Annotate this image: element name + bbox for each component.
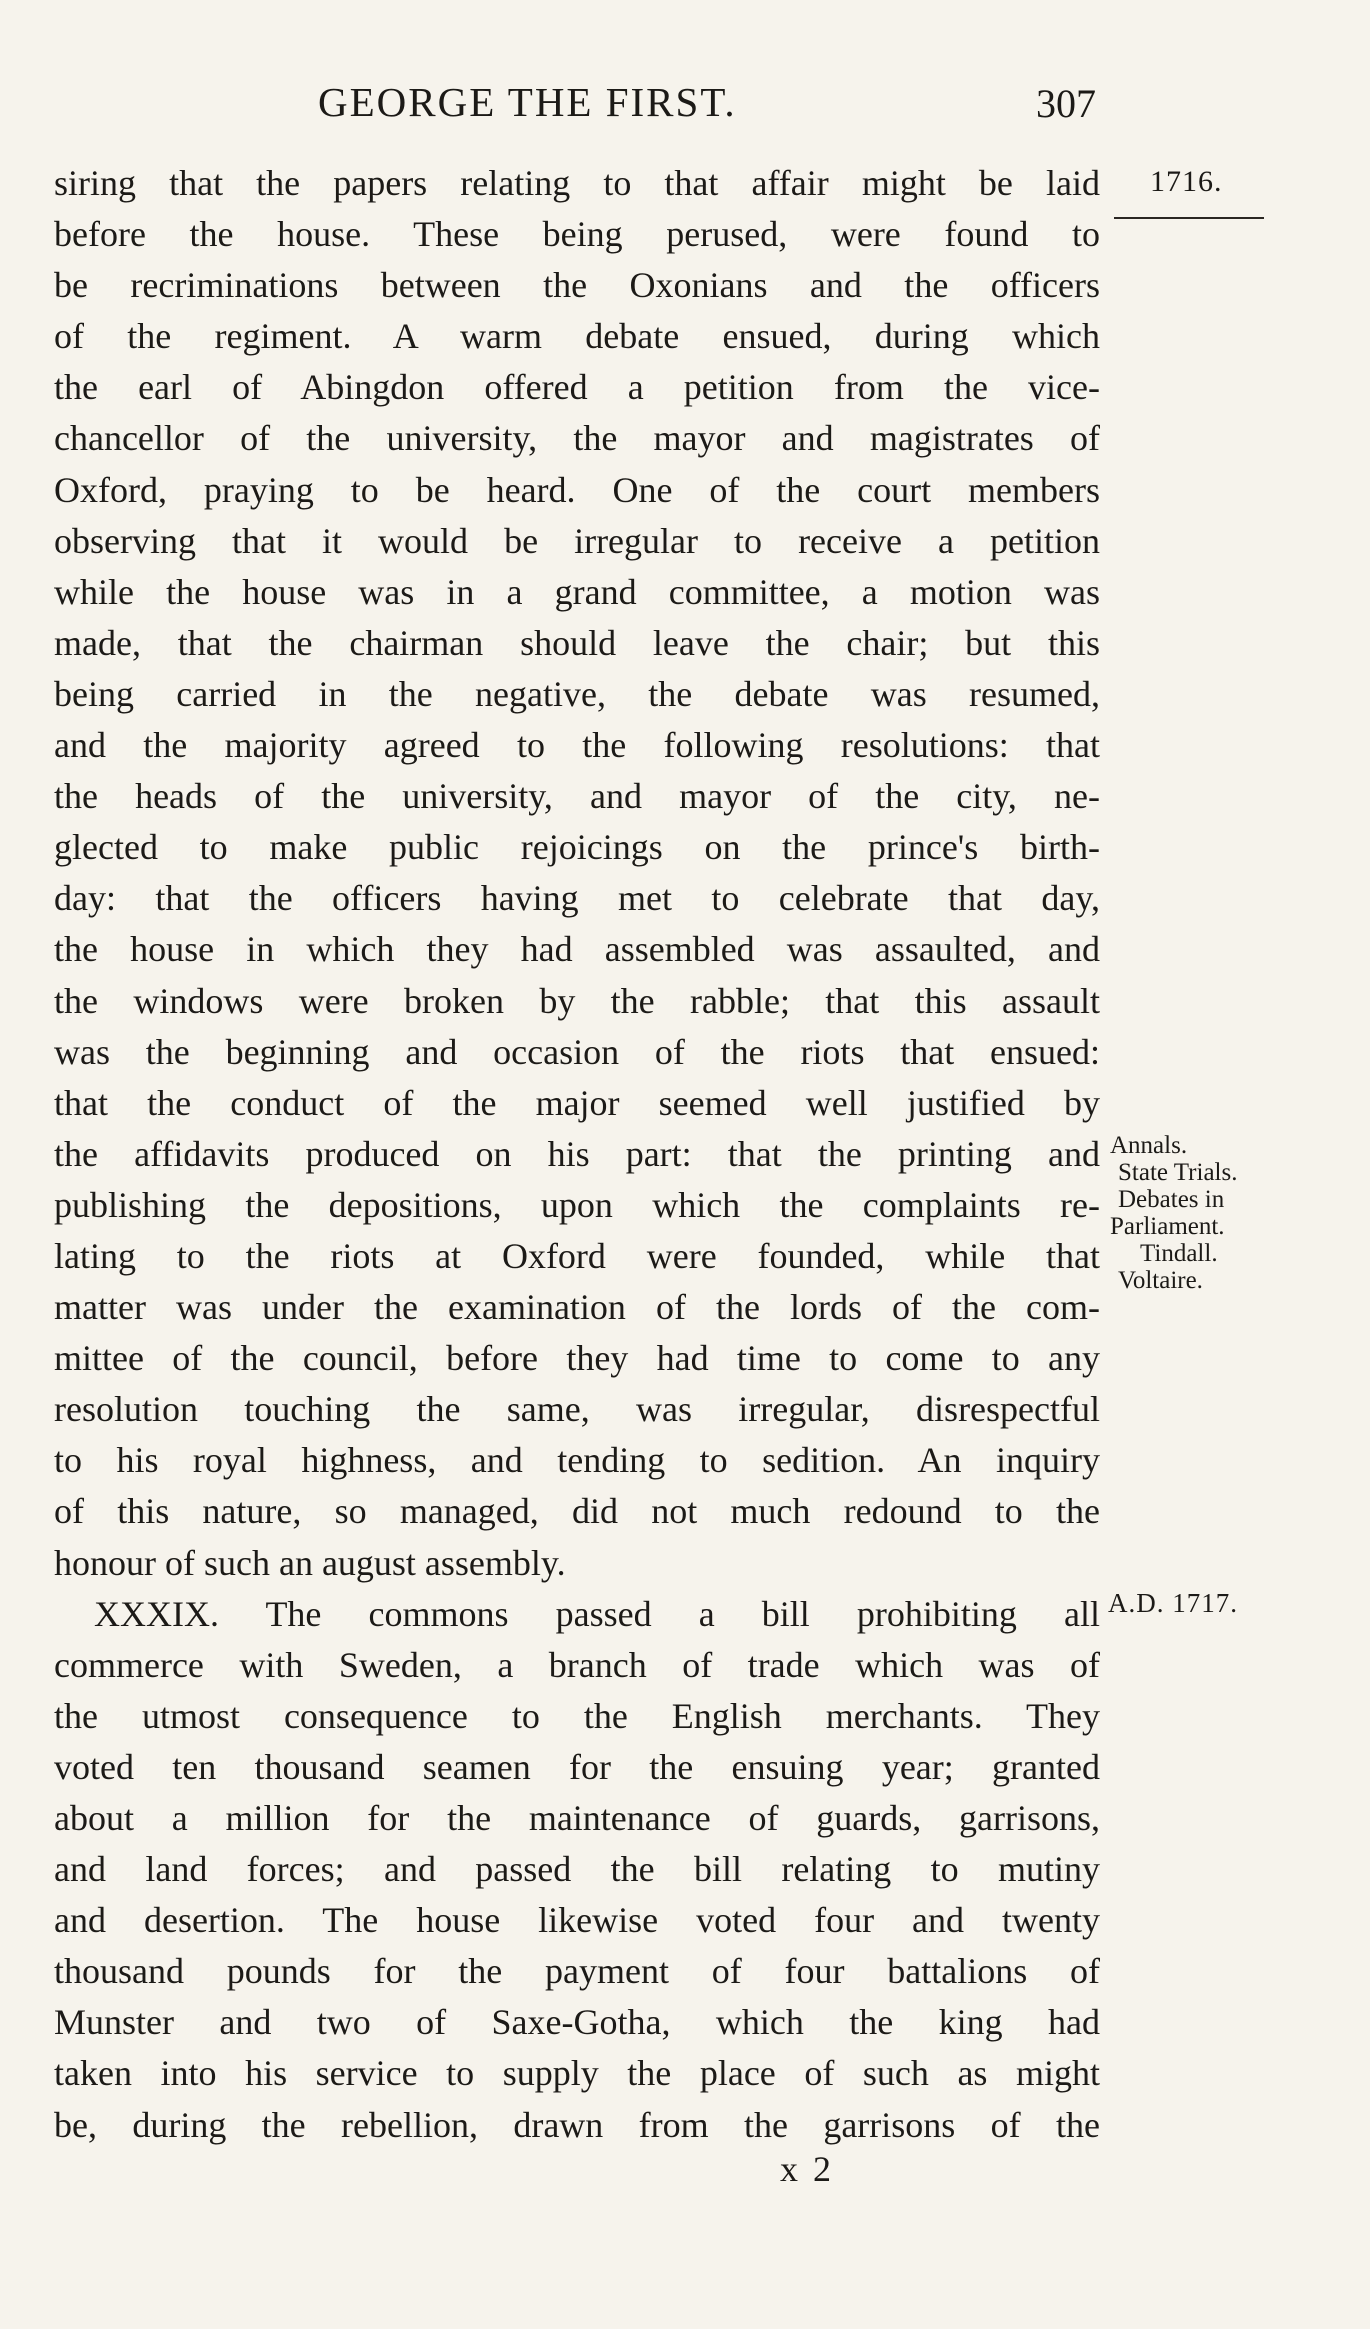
page-number: 307	[1036, 81, 1096, 126]
text-line: Oxford, praying to be heard. One of the court members	[54, 469, 1100, 510]
text-line: and land forces; and passed the bill relating to mutiny	[54, 1849, 1100, 1890]
text-line: the earl of Abingdon offered a petition from the vice-	[54, 367, 1100, 408]
signature-mark: x 2	[780, 2149, 834, 2189]
body-text	[54, 158, 1100, 2151]
text-line: was the beginning and occasion of the riots that ensued:	[54, 1031, 1100, 1072]
text-line: and the majority agreed to the following resolutions: that	[54, 725, 1100, 766]
text-line: day: that the officers having met to celebrate that day,	[54, 878, 1100, 919]
text-line: the heads of the university, and mayor of the city, ne-	[54, 776, 1100, 817]
text-line: that the conduct of the major seemed well justified by	[54, 1082, 1100, 1123]
text-line: thousand pounds for the payment of four battalions of	[54, 1951, 1100, 1992]
text-line: publishing the depositions, upon which the complaints re-	[54, 1184, 1100, 1225]
text-line: matter was under the examination of the lords of the com-	[54, 1287, 1100, 1328]
text-line: voted ten thousand seamen for the ensuing year; granted	[54, 1746, 1100, 1787]
text-line: of the regiment. A warm debate ensued, during which	[54, 316, 1100, 357]
margin-note: Debates in	[1118, 1186, 1225, 1213]
text-line: the windows were broken by the rabble; that this assault	[54, 980, 1100, 1021]
margin-note: Voltaire.	[1118, 1267, 1203, 1294]
text-line: while the house was in a grand committee, a motion was	[54, 571, 1100, 612]
margin-note: State Trials.	[1118, 1159, 1238, 1186]
section-start-line: XXXIX. The commons passed a bill prohibiting all	[94, 1593, 1100, 1634]
margin-note: Tindall.	[1140, 1240, 1218, 1267]
text-line: about a million for the maintenance of guards, garrisons,	[54, 1798, 1100, 1838]
margin-note: Parliament.	[1110, 1213, 1225, 1240]
text-line: taken into his service to supply the place of such as might	[54, 2053, 1100, 2094]
text-line: lating to the riots at Oxford were founded, while that	[54, 1235, 1100, 1276]
margin-year: 1716.	[1150, 165, 1223, 198]
text-line: chancellor of the university, the mayor and magistrates of	[54, 418, 1100, 459]
text-line: before the house. These being perused, were found to	[54, 214, 1100, 255]
margin-notes	[1110, 1132, 1260, 1294]
text-line: resolution touching the same, was irregular, disrespectful	[54, 1389, 1100, 1430]
text-line: be, during the rebellion, drawn from the garrisons of the	[54, 2104, 1100, 2145]
margin-rule	[1114, 217, 1264, 219]
running-head-title: GEORGE THE FIRST.	[318, 79, 737, 125]
text-line: glected to make public rejoicings on the prince's birth-	[54, 827, 1100, 868]
text-line: the affidavits produced on his part: that the printing and	[54, 1133, 1100, 1174]
text-line: observing that it would be irregular to receive a petition	[54, 520, 1100, 561]
text-line: Munster and two of Saxe-Gotha, which the king had	[54, 2002, 1100, 2043]
text-line: and desertion. The house likewise voted four and twenty	[54, 1900, 1100, 1941]
text-line: made, that the chairman should leave the chair; but this	[54, 622, 1100, 663]
text-line: siring that the papers relating to that affair might be laid	[54, 163, 1100, 203]
text-line: mittee of the council, before they had time to come to any	[54, 1338, 1100, 1379]
text-line: being carried in the negative, the debate was resumed,	[54, 673, 1100, 714]
text-line: of this nature, so managed, did not much redound to the	[54, 1491, 1100, 1532]
text-line: commerce with Sweden, a branch of trade which was of	[54, 1644, 1100, 1685]
text-line: be recriminations between the Oxonians and the officers	[54, 265, 1100, 306]
text-line: the utmost consequence to the English merchants. They	[54, 1695, 1100, 1736]
margin-note: Annals.	[1110, 1132, 1188, 1159]
text-line: to his royal highness, and tending to sedition. An inquiry	[54, 1440, 1100, 1481]
text-line: honour of such an august assembly.	[54, 1542, 566, 1583]
margin-ad-year: A.D. 1717.	[1108, 1588, 1238, 1618]
text-line: the house in which they had assembled was assaulted, and	[54, 929, 1100, 970]
